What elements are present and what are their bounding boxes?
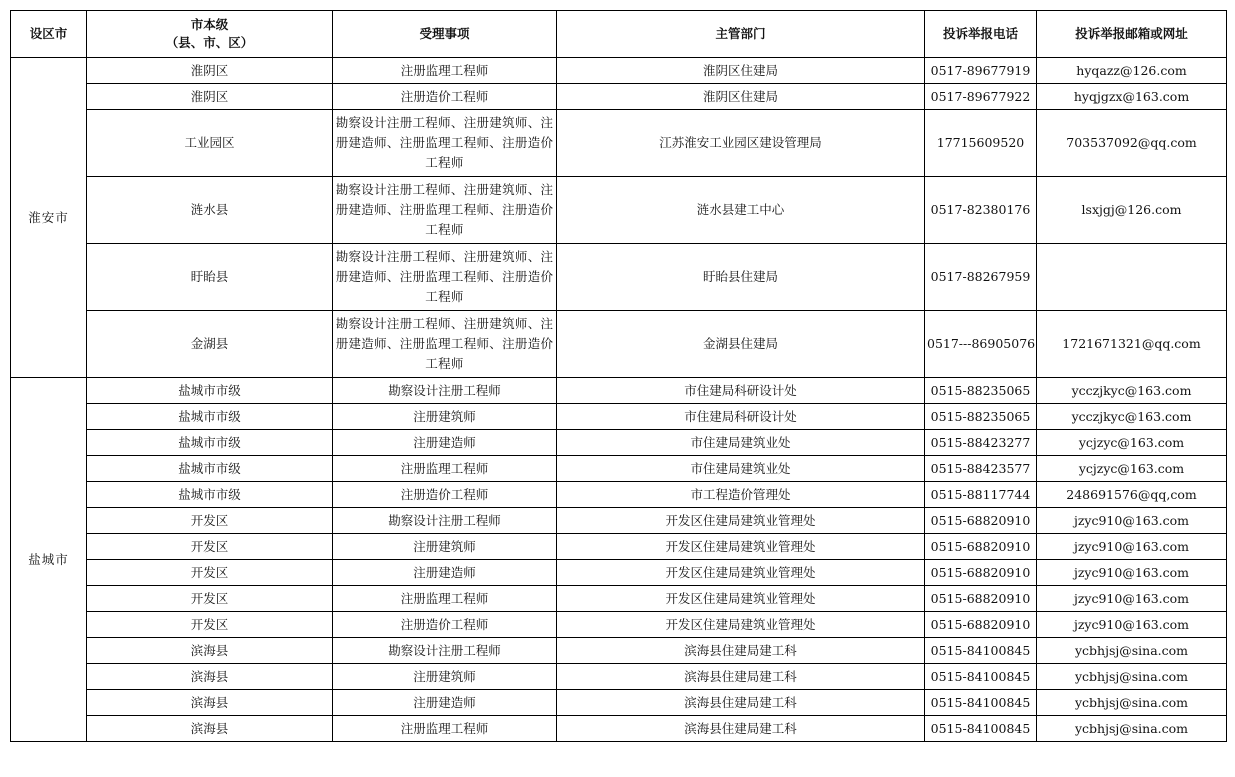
phone-cell: 0515-84100845 — [925, 690, 1037, 716]
table-row — [11, 664, 1227, 690]
item-cell: 注册监理工程师 — [333, 586, 557, 612]
phone-cell: 0515-88117744 — [925, 482, 1037, 508]
dept-cell: 开发区住建局建筑业管理处 — [557, 508, 925, 534]
dept-cell: 市住建局建筑业处 — [557, 430, 925, 456]
email-cell: ycbhjsj@sina.com — [1037, 690, 1227, 716]
district-cell: 盐城市市级 — [87, 482, 333, 508]
district-cell: 开发区 — [87, 508, 333, 534]
header-row — [11, 11, 1227, 58]
dept-cell: 滨海县住建局建工科 — [557, 638, 925, 664]
item-cell: 勘察设计注册工程师 — [333, 638, 557, 664]
table-row — [11, 612, 1227, 638]
dept-cell: 开发区住建局建筑业管理处 — [557, 586, 925, 612]
item-cell: 勘察设计注册工程师、注册建筑师、注册建造师、注册监理工程师、注册造价工程师 — [333, 244, 557, 311]
dept-cell: 金湖县住建局 — [557, 311, 925, 378]
item-cell: 勘察设计注册工程师 — [333, 508, 557, 534]
table-row — [11, 404, 1227, 430]
email-cell: 1721671321@qq.com — [1037, 311, 1227, 378]
table-body — [11, 58, 1227, 742]
header-item: 受理事项 — [333, 11, 557, 58]
item-cell: 注册建造师 — [333, 560, 557, 586]
phone-cell: 0517-82380176 — [925, 177, 1037, 244]
district-cell: 开发区 — [87, 612, 333, 638]
item-cell: 勘察设计注册工程师、注册建筑师、注册建造师、注册监理工程师、注册造价工程师 — [333, 177, 557, 244]
email-cell: ycbhjsj@sina.com — [1037, 716, 1227, 742]
table-row — [11, 690, 1227, 716]
phone-cell: 17715609520 — [925, 110, 1037, 177]
district-cell: 盱眙县 — [87, 244, 333, 311]
dept-cell: 江苏淮安工业园区建设管理局 — [557, 110, 925, 177]
email-cell: jzyc910@163.com — [1037, 508, 1227, 534]
table-row — [11, 378, 1227, 404]
table-row — [11, 534, 1227, 560]
dept-cell: 市住建局建筑业处 — [557, 456, 925, 482]
table-row — [11, 84, 1227, 110]
header-dept: 主管部门 — [557, 11, 925, 58]
item-cell: 注册建造师 — [333, 430, 557, 456]
dept-cell: 市工程造价管理处 — [557, 482, 925, 508]
phone-cell: 0515-84100845 — [925, 664, 1037, 690]
header-district-line2: （县、市、区） — [165, 35, 254, 50]
item-cell: 注册监理工程师 — [333, 716, 557, 742]
dept-cell: 滨海县住建局建工科 — [557, 664, 925, 690]
table-row — [11, 482, 1227, 508]
email-cell: lsxjgj@126.com — [1037, 177, 1227, 244]
dept-cell: 开发区住建局建筑业管理处 — [557, 534, 925, 560]
header-district — [87, 11, 333, 58]
email-cell: ycjzyc@163.com — [1037, 456, 1227, 482]
phone-cell: 0515-88235065 — [925, 378, 1037, 404]
item-cell: 注册造价工程师 — [333, 84, 557, 110]
dept-cell: 滨海县住建局建工科 — [557, 716, 925, 742]
table-row — [11, 177, 1227, 244]
district-cell: 开发区 — [87, 534, 333, 560]
header-email: 投诉举报邮箱或网址 — [1037, 11, 1227, 58]
district-cell: 开发区 — [87, 586, 333, 612]
table-row — [11, 244, 1227, 311]
phone-cell: 0517---86905076 — [925, 311, 1037, 378]
table-row — [11, 456, 1227, 482]
district-cell: 盐城市市级 — [87, 430, 333, 456]
item-cell: 注册造价工程师 — [333, 482, 557, 508]
email-cell: ycjzyc@163.com — [1037, 430, 1227, 456]
item-cell: 注册造价工程师 — [333, 612, 557, 638]
email-cell: ycczjkyc@163.com — [1037, 378, 1227, 404]
district-cell: 工业园区 — [87, 110, 333, 177]
table-row — [11, 586, 1227, 612]
item-cell: 注册监理工程师 — [333, 58, 557, 84]
email-cell: 248691576@qq,com — [1037, 482, 1227, 508]
table-row — [11, 311, 1227, 378]
item-cell: 注册建筑师 — [333, 404, 557, 430]
table-row — [11, 110, 1227, 177]
dept-cell: 盱眙县住建局 — [557, 244, 925, 311]
district-cell: 滨海县 — [87, 690, 333, 716]
header-city: 设区市 — [11, 11, 87, 58]
phone-cell: 0515-88423277 — [925, 430, 1037, 456]
email-cell: ycczjkyc@163.com — [1037, 404, 1227, 430]
header-phone: 投诉举报电话 — [925, 11, 1037, 58]
complaint-contact-table — [10, 10, 1227, 742]
dept-cell: 市住建局科研设计处 — [557, 378, 925, 404]
dept-cell: 淮阴区住建局 — [557, 58, 925, 84]
city-cell: 淮安市 — [11, 58, 87, 378]
phone-cell: 0515-68820910 — [925, 586, 1037, 612]
email-cell: ycbhjsj@sina.com — [1037, 664, 1227, 690]
district-cell: 滨海县 — [87, 638, 333, 664]
email-cell — [1037, 244, 1227, 311]
district-cell: 盐城市市级 — [87, 378, 333, 404]
item-cell: 注册监理工程师 — [333, 456, 557, 482]
table-row — [11, 638, 1227, 664]
district-cell: 金湖县 — [87, 311, 333, 378]
email-cell: jzyc910@163.com — [1037, 612, 1227, 638]
email-cell: hyqjgzx@163.com — [1037, 84, 1227, 110]
city-cell: 盐城市 — [11, 378, 87, 742]
district-cell: 淮阴区 — [87, 84, 333, 110]
phone-cell: 0517-89677922 — [925, 84, 1037, 110]
district-cell: 涟水县 — [87, 177, 333, 244]
district-cell: 盐城市市级 — [87, 404, 333, 430]
email-cell: ycbhjsj@sina.com — [1037, 638, 1227, 664]
district-cell: 滨海县 — [87, 716, 333, 742]
phone-cell: 0515-88235065 — [925, 404, 1037, 430]
phone-cell: 0515-68820910 — [925, 612, 1037, 638]
item-cell: 勘察设计注册工程师、注册建筑师、注册建造师、注册监理工程师、注册造价工程师 — [333, 110, 557, 177]
header-district-line1: 市本级 — [190, 17, 229, 32]
table-row — [11, 58, 1227, 84]
phone-cell: 0515-84100845 — [925, 638, 1037, 664]
phone-cell: 0515-84100845 — [925, 716, 1037, 742]
dept-cell: 开发区住建局建筑业管理处 — [557, 612, 925, 638]
table-row — [11, 716, 1227, 742]
district-cell: 盐城市市级 — [87, 456, 333, 482]
dept-cell: 涟水县建工中心 — [557, 177, 925, 244]
item-cell: 注册建筑师 — [333, 664, 557, 690]
item-cell: 注册建筑师 — [333, 534, 557, 560]
phone-cell: 0515-68820910 — [925, 534, 1037, 560]
district-cell: 淮阴区 — [87, 58, 333, 84]
table-row — [11, 508, 1227, 534]
phone-cell: 0515-88423577 — [925, 456, 1037, 482]
phone-cell: 0517-89677919 — [925, 58, 1037, 84]
email-cell: jzyc910@163.com — [1037, 560, 1227, 586]
dept-cell: 市住建局科研设计处 — [557, 404, 925, 430]
dept-cell: 开发区住建局建筑业管理处 — [557, 560, 925, 586]
email-cell: 703537092@qq.com — [1037, 110, 1227, 177]
email-cell: jzyc910@163.com — [1037, 586, 1227, 612]
table-row — [11, 430, 1227, 456]
phone-cell: 0517-88267959 — [925, 244, 1037, 311]
district-cell: 开发区 — [87, 560, 333, 586]
email-cell: hyqazz@126.com — [1037, 58, 1227, 84]
phone-cell: 0515-68820910 — [925, 508, 1037, 534]
item-cell: 注册建造师 — [333, 690, 557, 716]
dept-cell: 滨海县住建局建工科 — [557, 690, 925, 716]
item-cell: 勘察设计注册工程师 — [333, 378, 557, 404]
item-cell: 勘察设计注册工程师、注册建筑师、注册建造师、注册监理工程师、注册造价工程师 — [333, 311, 557, 378]
district-cell: 滨海县 — [87, 664, 333, 690]
phone-cell: 0515-68820910 — [925, 560, 1037, 586]
dept-cell: 淮阴区住建局 — [557, 84, 925, 110]
table-row — [11, 560, 1227, 586]
email-cell: jzyc910@163.com — [1037, 534, 1227, 560]
